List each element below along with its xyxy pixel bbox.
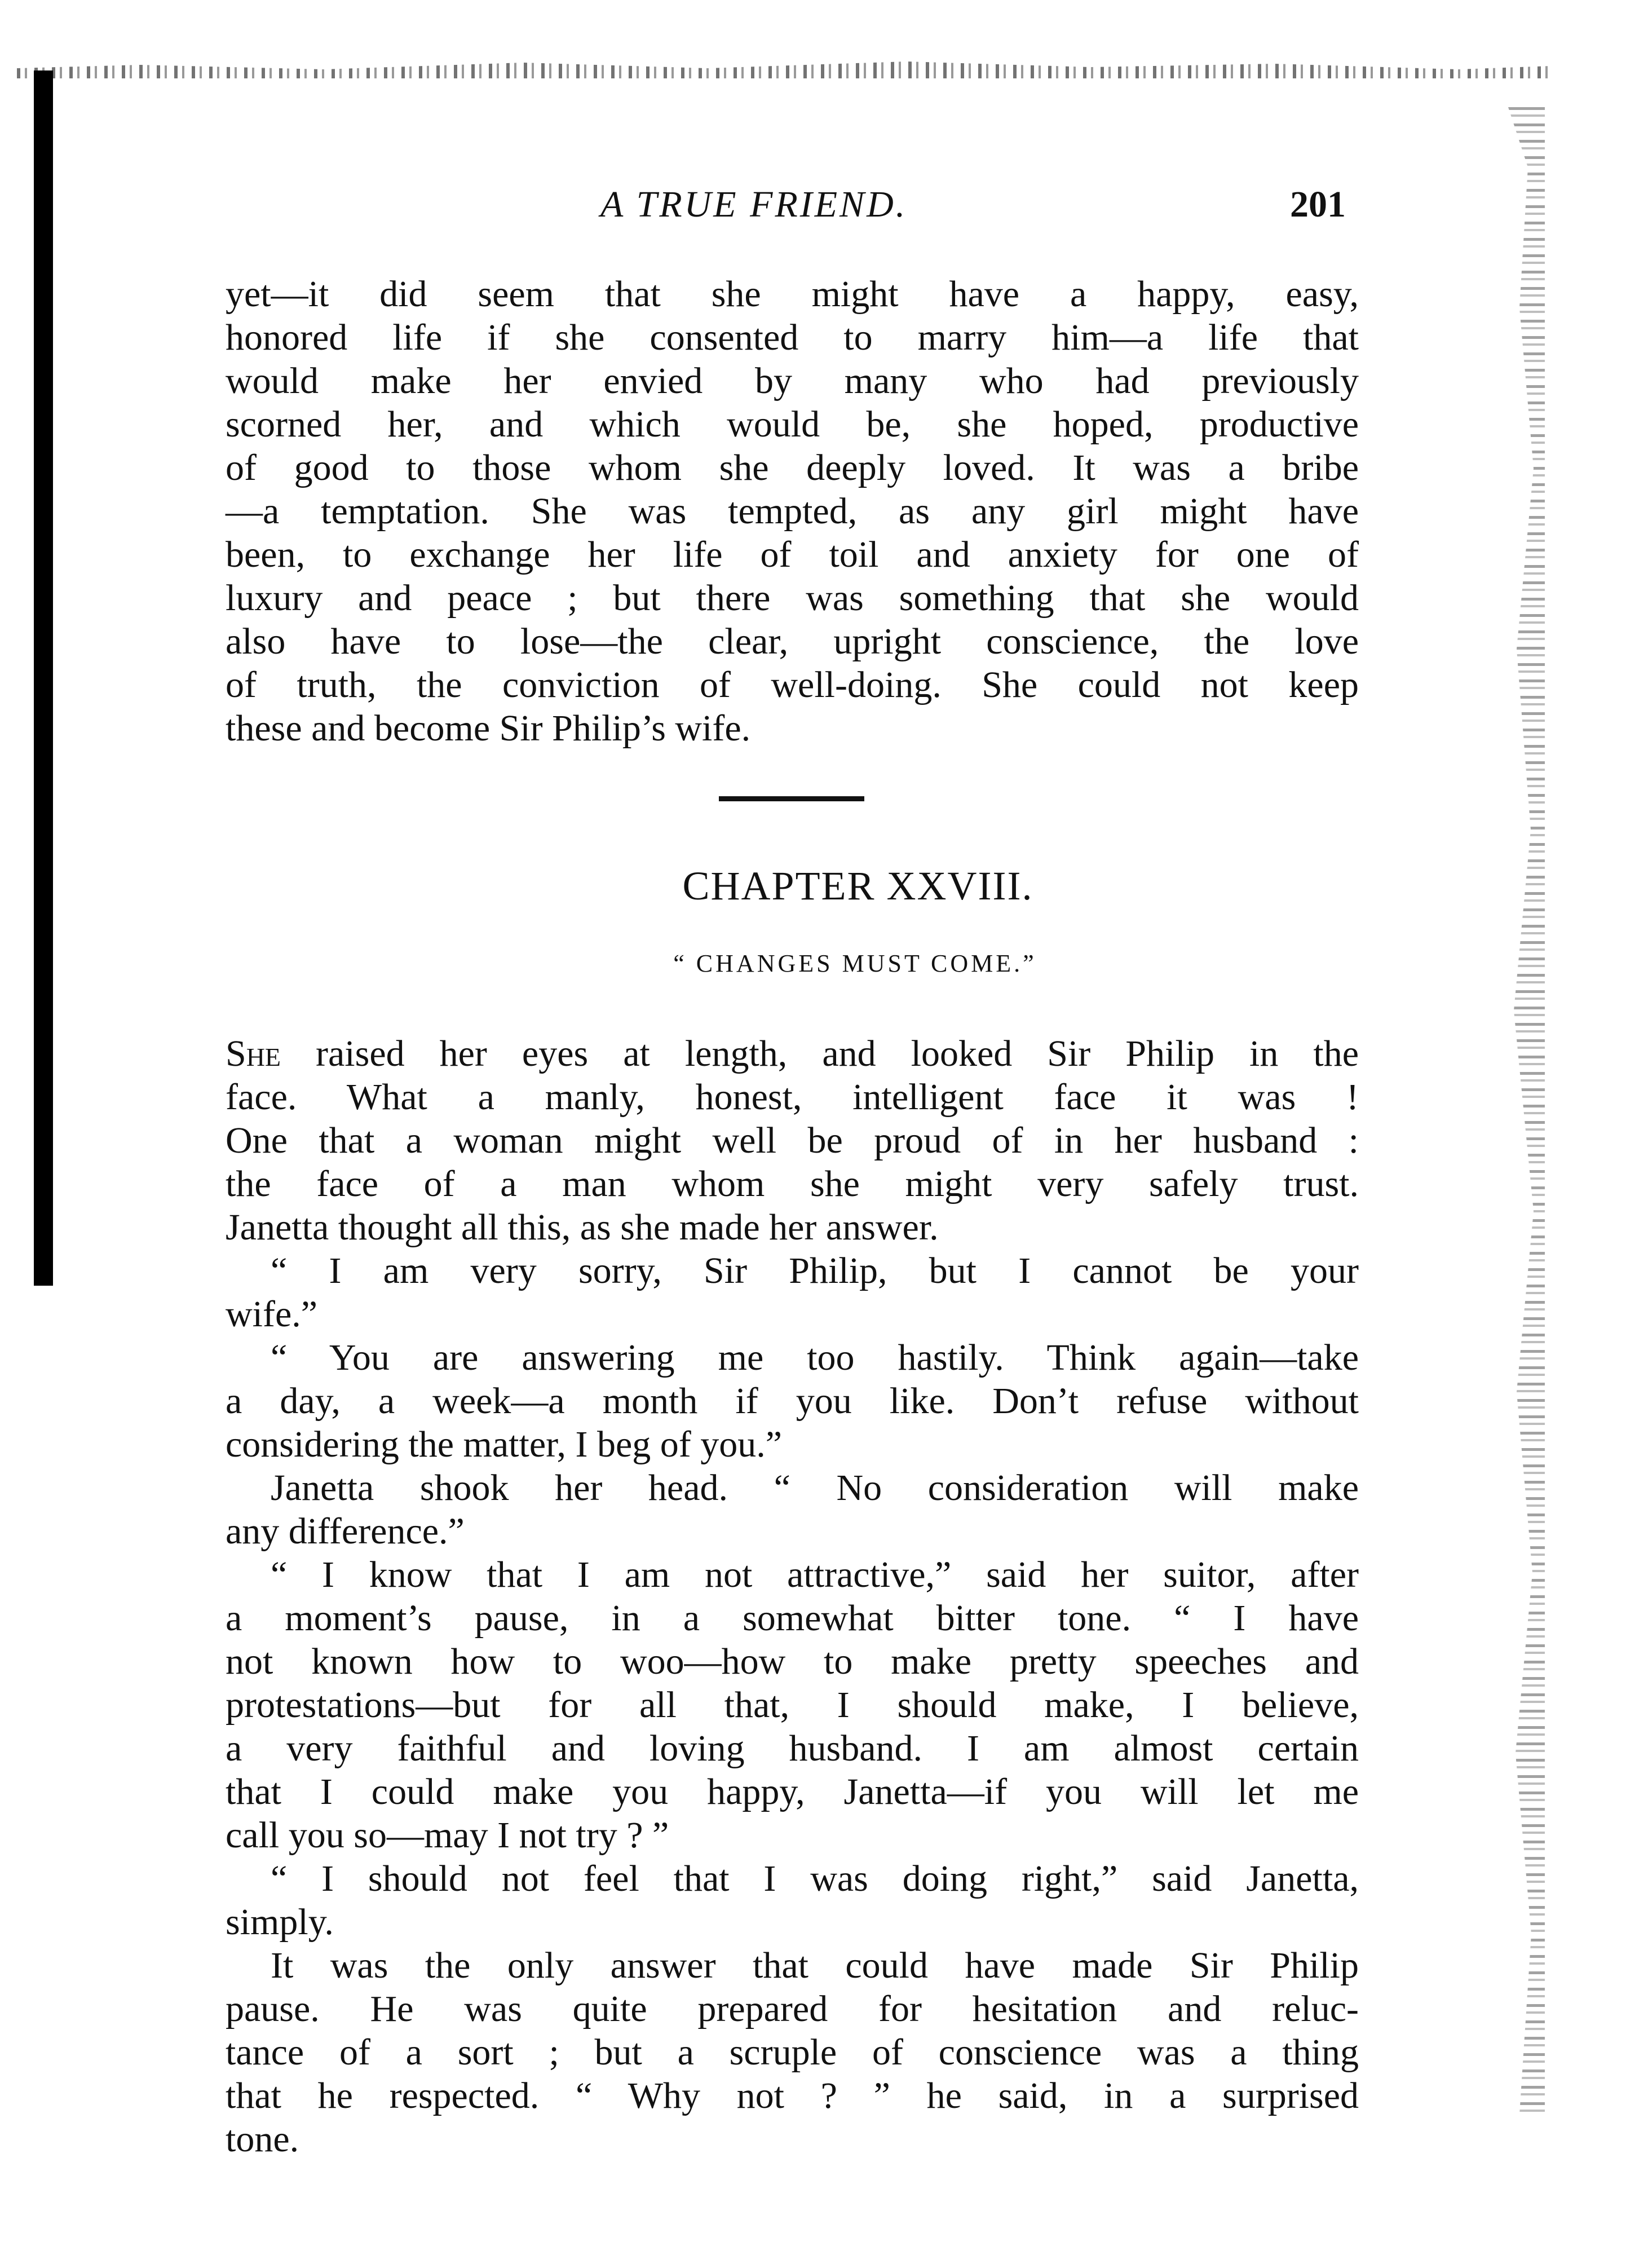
text-line: luxury and peace ; but there was something that she would [226,577,1359,619]
text-line: scorned her, and which would be, she hoped, productive [226,404,1359,445]
chapter-heading: CHAPTER XXVIII. [682,863,1033,908]
chapter-subtitle: “ CHANGES MUST COME.” [673,950,1037,977]
text-line: a moment’s pause, in a somewhat bitter tone. “ I have [226,1598,1359,1639]
text-line: a day, a week—a month if you like. Don’t refuse without [226,1380,1359,1422]
text-line: of truth, the conviction of well-doing. She could not keep [226,664,1359,705]
text-line: not known how to woo—how to make pretty speeches and [226,1641,1359,1682]
text-line: tone. [226,2119,299,2160]
text-line: that he respected. “ Why not ? ” he said, in a surprised [226,2075,1359,2116]
scan-right-edge [1488,107,1545,2115]
text-line: would make her envied by many who had previously [226,360,1359,401]
text-line: Janetta shook her head. “ No consideration will make [271,1467,1359,1508]
text-line: protestations—but for all that, I should make, I believe, [226,1684,1359,1726]
text-line: also have to lose—the clear, upright conscience, the love [226,621,1359,662]
text-line: wife.” [226,1294,318,1335]
page-number: 201 [1290,184,1346,225]
top-paragraph [226,272,1359,750]
text-line: that I could make you happy, Janetta—if you will let me [226,1771,1359,1812]
text-line: these and become Sir Philip’s wife. [226,708,751,749]
text-line: “ I know that I am not attractive,” said her suitor, after [271,1554,1359,1595]
text-line: yet—it did seem that she might have a happy, easy, [226,273,1359,315]
text-line: simply. [226,1901,334,1943]
text-line: “ You are answering me too hastily. Think again—take [271,1337,1359,1378]
text-line: the face of a man whom she might very safely trust. [226,1163,1359,1204]
running-head [0,183,1648,234]
text-line: of good to those whom she deeply loved. It was a bribe [226,447,1359,488]
text-line: been, to exchange her life of toil and anxiety for one of [226,534,1359,575]
text-line: —a temptation. She was tempted, as any girl might have [226,491,1359,532]
text-line: call you so—may I not try ? ” [226,1815,669,1856]
text-line: face. What a manly, honest, intelligent face it was ! [226,1076,1359,1118]
section-divider-rule [719,796,864,801]
scan-left-binding-shadow [34,70,53,1286]
text-line: pause. He was quite prepared for hesitation and reluc- [226,1988,1359,2029]
text-line: “ I am very sorry, Sir Philip, but I cannot be your [271,1250,1359,1291]
running-head-title: A TRUE FRIEND. [600,184,908,225]
text-line: One that a woman might well be proud of in her husband : [226,1120,1359,1161]
text-line: a very faithful and loving husband. I am almost certain [226,1728,1359,1769]
text-line: tance of a sort ; but a scruple of conscience was a thing [226,2032,1359,2073]
chapter-opening-word: She [226,1033,281,1074]
text-line: She raised her eyes at length, and looked Sir Philip in the [226,1033,1359,1074]
text-line: It was the only answer that could have made Sir Philip [271,1945,1359,1986]
text-line: Janetta thought all this, as she made her answer. [226,1207,939,1248]
chapter-body [226,1032,1359,2161]
text-line: considering the matter, I beg of you.” [226,1424,783,1465]
text-line: honored life if she consented to marry him—a life that [226,317,1359,358]
text-line: “ I should not feel that I was doing right,” said Janetta, [271,1858,1359,1899]
text-line: any difference.” [226,1511,465,1552]
scan-top-edge [17,59,1550,82]
